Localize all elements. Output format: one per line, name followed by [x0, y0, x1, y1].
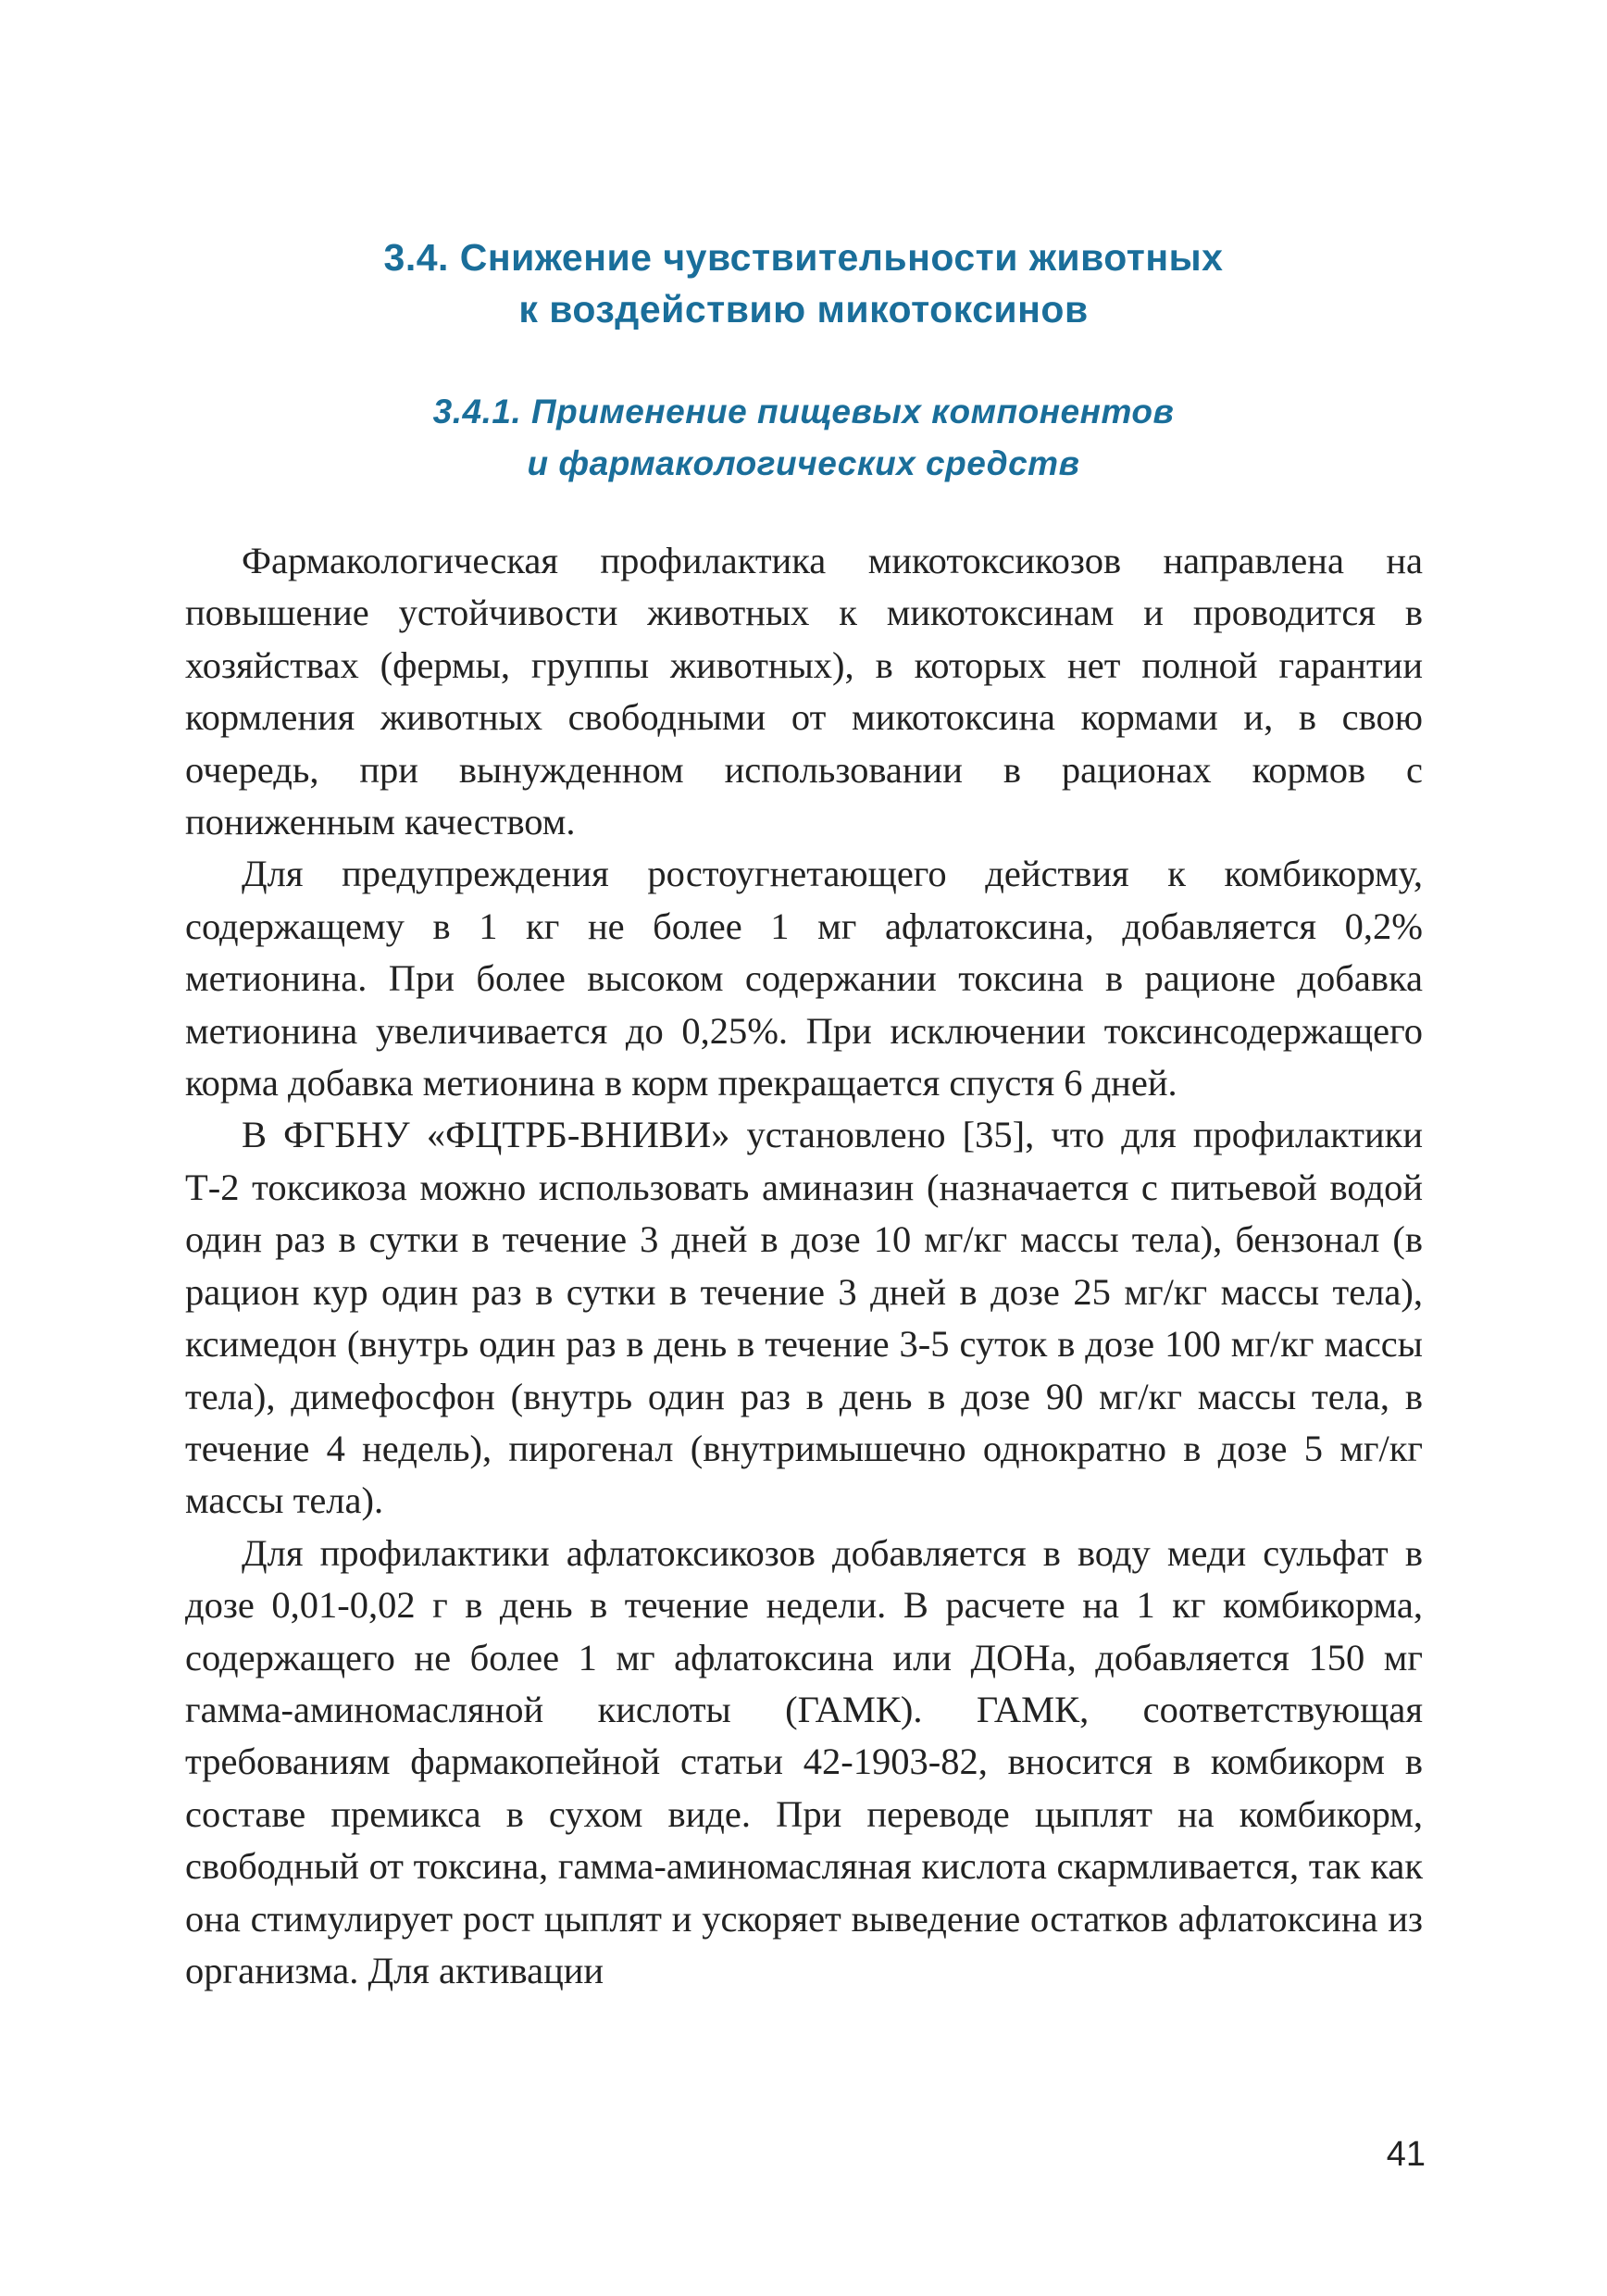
section-title	[185, 231, 1422, 335]
paragraph-2: Для предупреждения ростоугнетающего действия к комбикорму, содержащему в 1 кг не более 1 мг афлатоксина, добавляется 0,2% метионина. При более высоком содержании токсина в рационе добавка метионина увеличивается до 0,25%. При исключении токсинсодержащего корма добавка метионина в корм прекращается спустя 6 дней.	[185, 853, 1423, 1104]
body-text	[185, 535, 1423, 1997]
paragraph-3: В ФГБНУ «ФЦТРБ-ВНИВИ» установлено [35], что для профилактики Т-2 токсикоза можно использовать аминазин (назначается с питьевой водой один раз в сутки в течение 3 дней в дозе 10 мг/кг массы тела), бензонал (в рацион кур один раз в сутки в течение 3 дней в дозе 25 мг/кг массы тела), ксимедон (внутрь один раз в день в течение 3-5 суток в дозе 100 мг/кг массы тела), димефосфон (внутрь один раз в день в дозе 90 мг/кг массы тела, в течение 4 недель), пирогенал (внутримышечно однократно в дозе 5 мг/кг массы тела).	[185, 1114, 1423, 1522]
paragraph-1: Фармакологическая профилактика микотоксикозов направлена на повышение устойчивости животных к микотоксинам и проводится в хозяйствах (фермы, группы животных), в которых нет полной гарантии кормления животных свободными от микотоксина кормами и, в свою очередь, при вынужденном использовании в рационах кормов с пониженным качеством.	[185, 540, 1423, 843]
paragraph-4: Для профилактики афлатоксикозов добавляется в воду меди сульфат в дозе 0,01-0,02 г в день в течение недели. В расчете на 1 кг комбикорма, содержащего не более 1 мг афлатоксина или ДОНа, добавляется 150 мг гамма-аминомасляной кислоты (ГАМК). ГАМК, соответствующая требованиям фармакопейной статьи 42-1903-82, вносится в комбикорм в составе премикса в сухом виде. При переводе цыплят на комбикорм, свободный от токсина, гамма-аминомасляная кислота скармливается, так как она стимулирует рост цыплят и ускоряет выведение остатков афлатоксина из организма. Для активации	[185, 1531, 1423, 1991]
subsection-title	[185, 386, 1422, 490]
subsection-title-line-1: 3.4.1. Применение пищевых компонентов	[432, 393, 1175, 430]
page-number: 41	[1386, 2135, 1426, 2174]
section-title-line-2: к воздействию микотоксинов	[518, 288, 1089, 331]
subsection-title-line-2: и фармакологических средств	[527, 444, 1080, 482]
section-title-line-1: 3.4. Снижение чувствительности животных	[383, 236, 1224, 279]
